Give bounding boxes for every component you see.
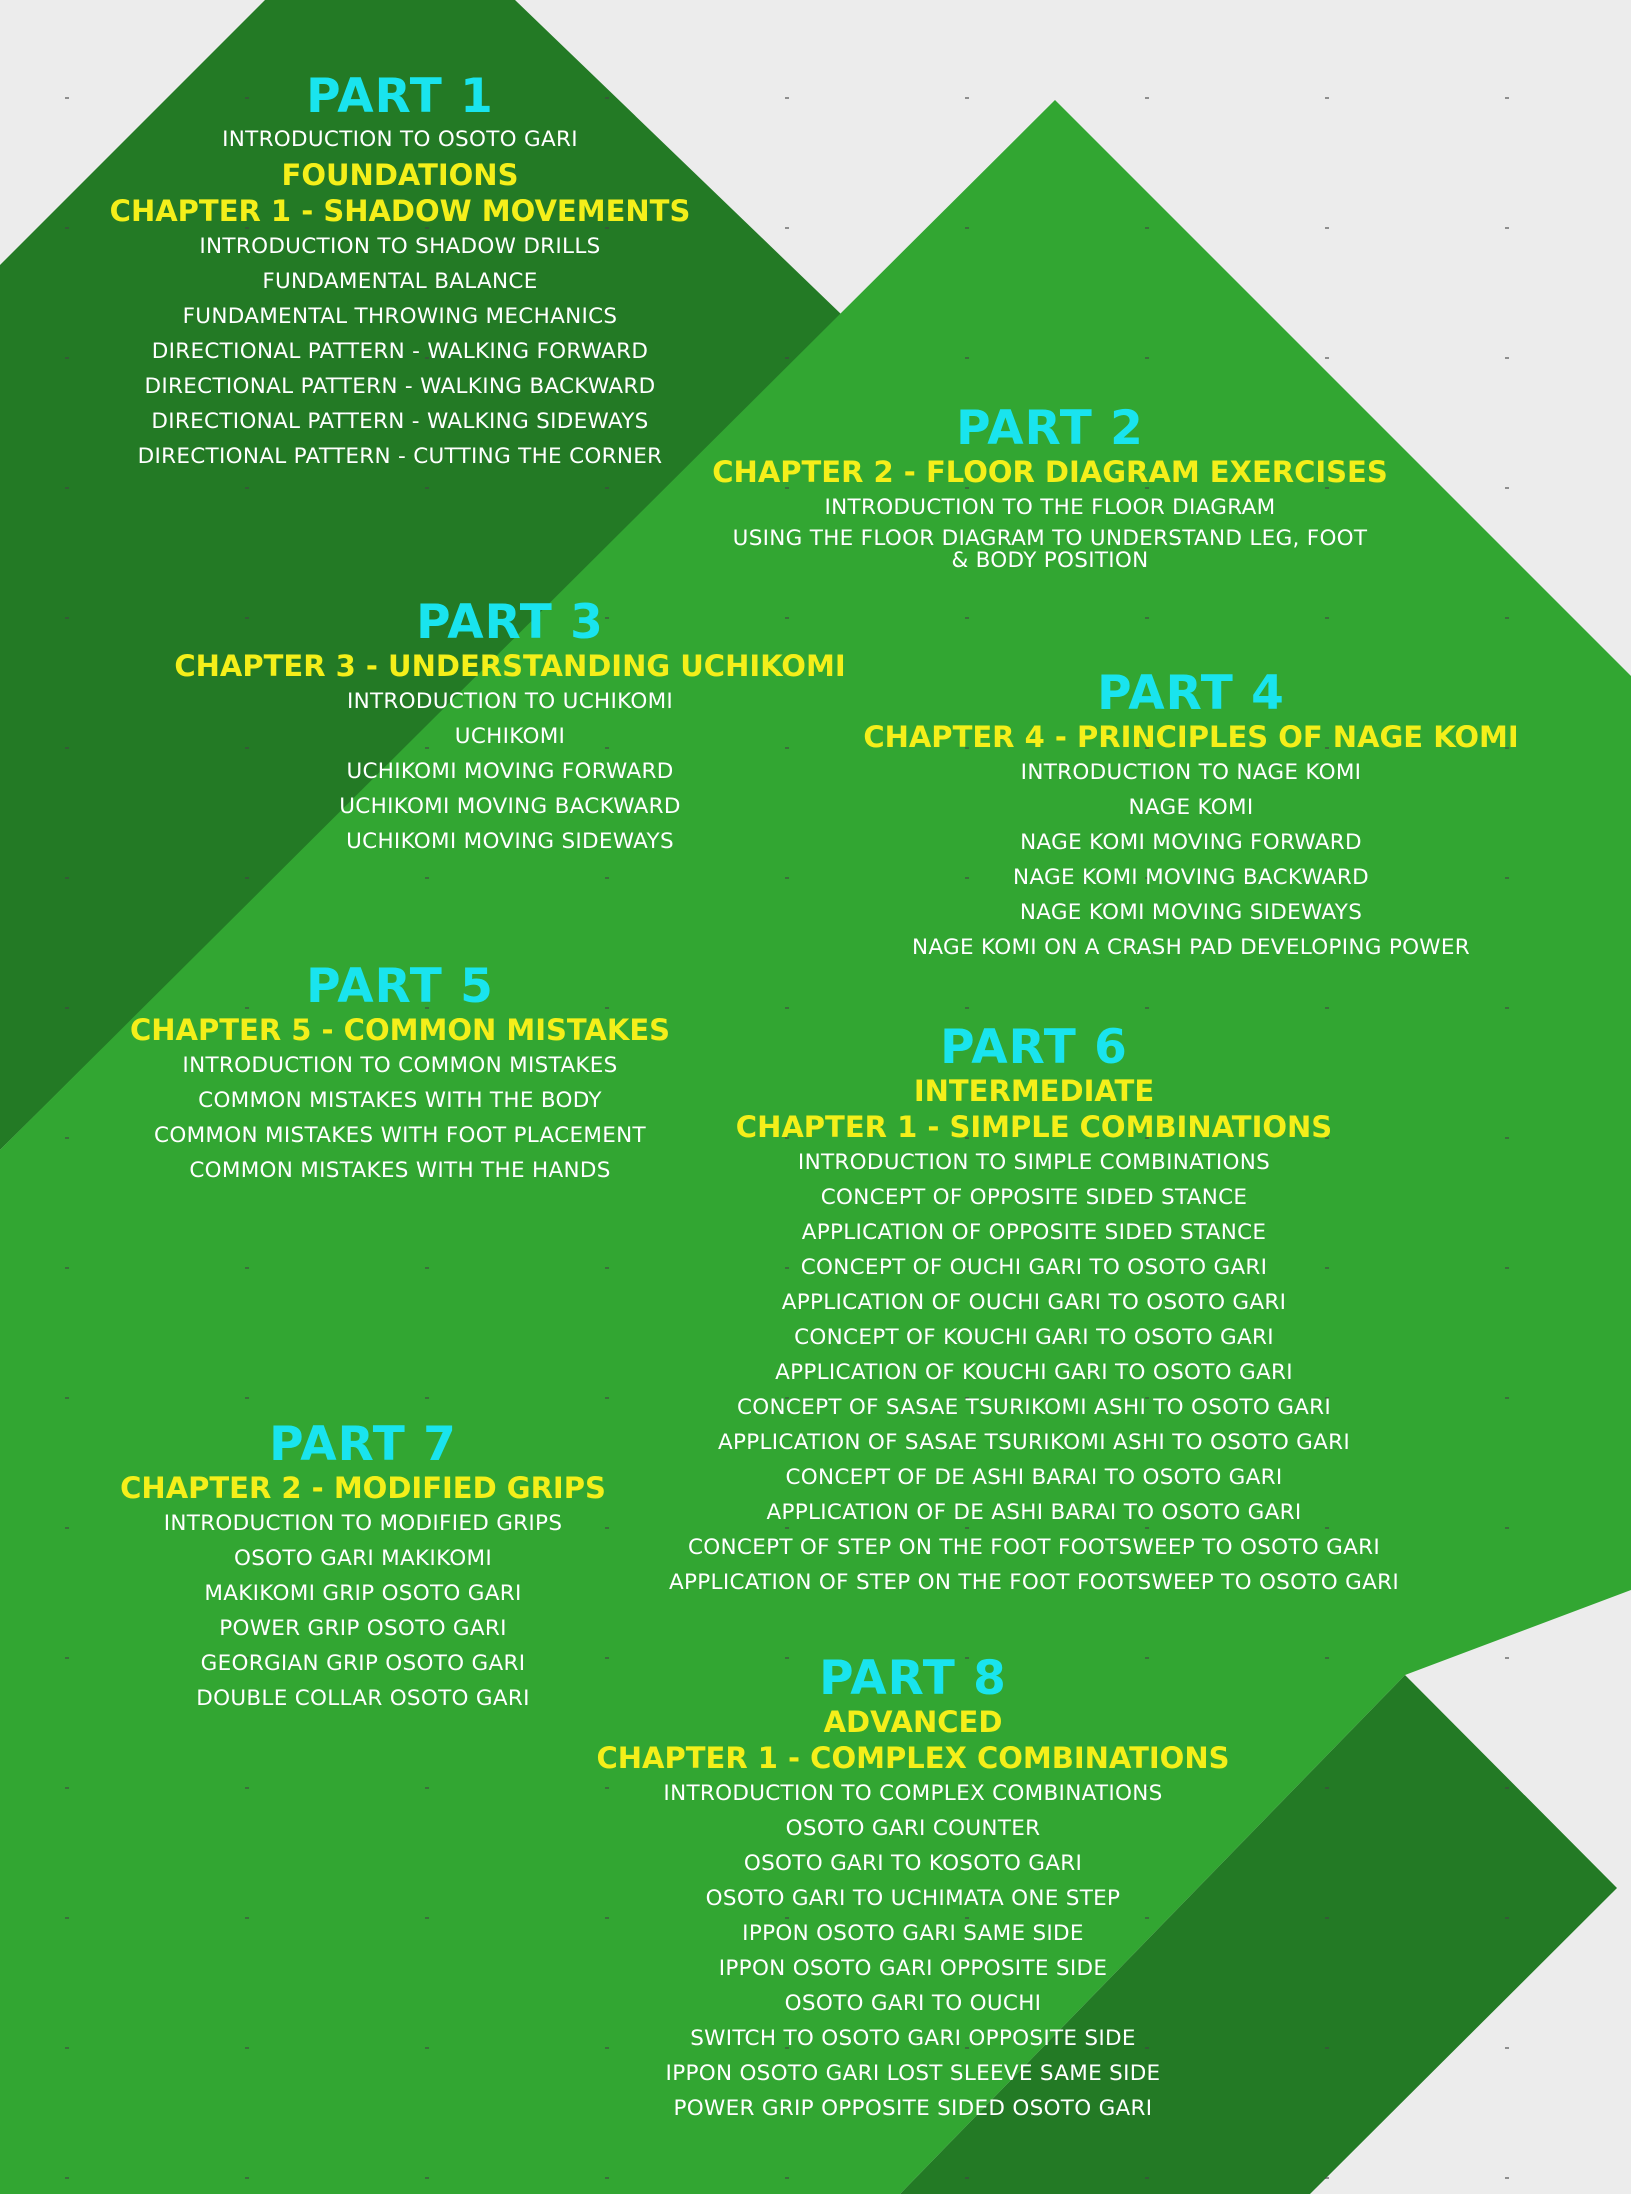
decorative-dot xyxy=(1505,1527,1509,1529)
decorative-dot xyxy=(65,1917,69,1919)
section-heading: INTERMEDIATE xyxy=(913,1074,1155,1108)
list-item: APPLICATION OF OUCHI GARI TO OSOTO GARI xyxy=(781,1290,1287,1315)
list-item: POWER GRIP OPPOSITE SIDED OSOTO GARI xyxy=(673,2096,1153,2121)
list-item: INTRODUCTION TO NAGE KOMI xyxy=(1020,760,1362,785)
decorative-dot xyxy=(1325,97,1329,99)
decorative-dot xyxy=(1505,1137,1509,1139)
chapter-heading: CHAPTER 4 - PRINCIPLES OF NAGE KOMI xyxy=(863,720,1519,754)
section-heading: ADVANCED xyxy=(823,1705,1003,1739)
list-item: CONCEPT OF DE ASHI BARAI TO OSOTO GARI xyxy=(785,1465,1283,1490)
chapter-heading: CHAPTER 2 - MODIFIED GRIPS xyxy=(120,1471,606,1505)
list-item: INTRODUCTION TO MODIFIED GRIPS xyxy=(163,1511,563,1536)
decorative-dot xyxy=(605,1267,609,1269)
part-6-section xyxy=(634,1020,1434,1600)
decorative-dot xyxy=(425,877,429,879)
list-item: CONCEPT OF STEP ON THE FOOT FOOTSWEEP TO OSOTO GARI xyxy=(687,1535,1380,1560)
list-item: APPLICATION OF STEP ON THE FOOT FOOTSWEEP TO OSOTO GARI xyxy=(669,1570,1399,1595)
part-8-section xyxy=(513,1651,1313,2126)
decorative-dot xyxy=(1505,1007,1509,1009)
decorative-dot xyxy=(965,97,969,99)
decorative-dot xyxy=(425,1917,429,1919)
decorative-dot xyxy=(65,227,69,229)
decorative-dot xyxy=(65,877,69,879)
list-item: IPPON OSOTO GARI LOST SLEEVE SAME SIDE xyxy=(665,2061,1161,2086)
decorative-dot xyxy=(605,2177,609,2179)
decorative-dot xyxy=(1505,487,1509,489)
decorative-dot xyxy=(245,2177,249,2179)
decorative-dot xyxy=(1325,357,1329,359)
part-2-section xyxy=(700,401,1400,580)
list-item: SWITCH TO OSOTO GARI OPPOSITE SIDE xyxy=(690,2026,1136,2051)
list-item: OSOTO GARI TO OUCHI xyxy=(784,1991,1042,2016)
list-item: CONCEPT OF SASAE TSURIKOMI ASHI TO OSOTO GARI xyxy=(736,1395,1332,1420)
decorative-dot xyxy=(425,1267,429,1269)
decorative-dot xyxy=(1145,97,1149,99)
list-item: NAGE KOMI xyxy=(1128,795,1254,820)
decorative-dot xyxy=(785,97,789,99)
list-item: IPPON OSOTO GARI OPPOSITE SIDE xyxy=(718,1956,1108,1981)
part-1-section xyxy=(100,69,700,474)
decorative-dot xyxy=(1505,2047,1509,2049)
decorative-dot xyxy=(65,747,69,749)
decorative-dot xyxy=(1325,1787,1329,1789)
decorative-dot xyxy=(245,1787,249,1789)
list-item: APPLICATION OF SASAE TSURIKOMI ASHI TO OSOTO GARI xyxy=(717,1430,1351,1455)
decorative-dot xyxy=(1505,617,1509,619)
list-item: DIRECTIONAL PATTERN - CUTTING THE CORNER xyxy=(137,444,663,469)
decorative-dot xyxy=(245,1267,249,1269)
list-item: USING THE FLOOR DIAGRAM TO UNDERSTAND LEG, FOOT & BODY POSITION xyxy=(732,526,1368,573)
decorative-dot xyxy=(1325,2177,1329,2179)
decorative-dot xyxy=(605,1397,609,1399)
list-item: GEORGIAN GRIP OSOTO GARI xyxy=(200,1651,526,1676)
part-title: PART 2 xyxy=(956,401,1144,456)
list-item: INTRODUCTION TO OSOTO GARI xyxy=(222,127,578,152)
decorative-dot xyxy=(1325,2047,1329,2049)
chapter-heading: CHAPTER 1 - COMPLEX COMBINATIONS xyxy=(596,1741,1230,1775)
decorative-dot xyxy=(1325,227,1329,229)
decorative-dot xyxy=(65,1137,69,1139)
decorative-dot xyxy=(245,2047,249,2049)
list-item: OSOTO GARI COUNTER xyxy=(785,1816,1041,1841)
decorative-dot xyxy=(1505,1787,1509,1789)
decorative-dot xyxy=(785,227,789,229)
part-title: PART 4 xyxy=(1097,666,1285,721)
decorative-dot xyxy=(65,2047,69,2049)
list-item: INTRODUCTION TO SIMPLE COMBINATIONS xyxy=(797,1150,1271,1175)
chapter-heading: CHAPTER 2 - FLOOR DIAGRAM EXERCISES xyxy=(712,455,1388,489)
decorative-dot xyxy=(1325,1007,1329,1009)
part-title: PART 5 xyxy=(306,959,494,1014)
list-item: OSOTO GARI TO KOSOTO GARI xyxy=(743,1851,1083,1876)
decorative-dot xyxy=(785,1007,789,1009)
decorative-dot xyxy=(1505,357,1509,359)
decorative-dot xyxy=(65,1007,69,1009)
list-item: INTRODUCTION TO SHADOW DRILLS xyxy=(199,234,601,259)
list-item: NAGE KOMI MOVING BACKWARD xyxy=(1013,865,1369,890)
chapter-heading: CHAPTER 5 - COMMON MISTAKES xyxy=(129,1013,671,1047)
decorative-dot xyxy=(1505,227,1509,229)
decorative-dot xyxy=(965,1007,969,1009)
list-item: INTRODUCTION TO COMMON MISTAKES xyxy=(182,1053,618,1078)
decorative-dot xyxy=(1505,1397,1509,1399)
chapter-heading: CHAPTER 1 - SIMPLE COMBINATIONS xyxy=(735,1110,1333,1144)
list-item: COMMON MISTAKES WITH THE BODY xyxy=(198,1088,602,1113)
decorative-dot xyxy=(65,2177,69,2179)
list-item: MAKIKOMI GRIP OSOTO GARI xyxy=(204,1581,522,1606)
list-item: CONCEPT OF OUCHI GARI TO OSOTO GARI xyxy=(800,1255,1268,1280)
chapter-heading: CHAPTER 3 - UNDERSTANDING UCHIKOMI xyxy=(174,649,846,683)
decorative-dot xyxy=(65,1787,69,1789)
list-item: IPPON OSOTO GARI SAME SIDE xyxy=(742,1921,1084,1946)
list-item: DIRECTIONAL PATTERN - WALKING FORWARD xyxy=(151,339,649,364)
decorative-dot xyxy=(65,97,69,99)
decorative-dot xyxy=(605,487,609,489)
list-item: COMMON MISTAKES WITH FOOT PLACEMENT xyxy=(154,1123,646,1148)
decorative-dot xyxy=(965,2177,969,2179)
list-item: UCHIKOMI MOVING BACKWARD xyxy=(339,794,681,819)
list-item: POWER GRIP OSOTO GARI xyxy=(219,1616,507,1641)
decorative-dot xyxy=(245,1397,249,1399)
decorative-dot xyxy=(245,1917,249,1919)
decorative-dot xyxy=(1145,357,1149,359)
decorative-dot xyxy=(1325,617,1329,619)
decorative-dot xyxy=(1505,1657,1509,1659)
part-5-section xyxy=(100,959,700,1188)
list-item: COMMON MISTAKES WITH THE HANDS xyxy=(189,1158,611,1183)
decorative-dot xyxy=(965,357,969,359)
decorative-dot xyxy=(65,1397,69,1399)
decorative-dot xyxy=(785,2177,789,2179)
part-4-section xyxy=(841,666,1541,965)
list-item: FUNDAMENTAL THROWING MECHANICS xyxy=(182,304,618,329)
decorative-dot xyxy=(785,357,789,359)
decorative-dot xyxy=(1145,1007,1149,1009)
decorative-dot xyxy=(1145,617,1149,619)
decorative-dot xyxy=(1325,1917,1329,1919)
part-title: PART 7 xyxy=(269,1417,457,1472)
part-3-section xyxy=(160,595,860,859)
list-item: UCHIKOMI MOVING SIDEWAYS xyxy=(346,829,674,854)
decorative-dot xyxy=(1505,2177,1509,2179)
decorative-dot xyxy=(425,1787,429,1789)
list-item: NAGE KOMI MOVING SIDEWAYS xyxy=(1019,900,1363,925)
part-title: PART 1 xyxy=(306,69,494,124)
decorative-dot xyxy=(1505,1917,1509,1919)
decorative-dot xyxy=(245,877,249,879)
decorative-dot xyxy=(425,2047,429,2049)
list-item: DIRECTIONAL PATTERN - WALKING SIDEWAYS xyxy=(151,409,649,434)
list-item: OSOTO GARI MAKIKOMI xyxy=(234,1546,492,1571)
decorative-dot xyxy=(605,877,609,879)
list-item: UCHIKOMI MOVING FORWARD xyxy=(346,759,674,784)
list-item: DIRECTIONAL PATTERN - WALKING BACKWARD xyxy=(144,374,656,399)
decorative-dot xyxy=(65,617,69,619)
list-item: APPLICATION OF KOUCHI GARI TO OSOTO GARI xyxy=(775,1360,1293,1385)
list-item: FUNDAMENTAL BALANCE xyxy=(262,269,538,294)
list-item: UCHIKOMI xyxy=(454,724,566,749)
decorative-dot xyxy=(65,1267,69,1269)
list-item: INTRODUCTION TO UCHIKOMI xyxy=(346,689,674,714)
decorative-dot xyxy=(245,487,249,489)
decorative-dot xyxy=(965,617,969,619)
decorative-dot xyxy=(65,487,69,489)
list-item: OSOTO GARI TO UCHIMATA ONE STEP xyxy=(705,1886,1121,1911)
decorative-dot xyxy=(1325,1657,1329,1659)
decorative-dot xyxy=(425,1397,429,1399)
list-item: APPLICATION OF DE ASHI BARAI TO OSOTO GARI xyxy=(766,1500,1302,1525)
list-item: NAGE KOMI MOVING FORWARD xyxy=(1020,830,1362,855)
part-title: PART 8 xyxy=(819,1651,1007,1706)
decorative-dot xyxy=(965,227,969,229)
decorative-dot xyxy=(425,2177,429,2179)
list-item: CONCEPT OF KOUCHI GARI TO OSOTO GARI xyxy=(794,1325,1274,1350)
decorative-dot xyxy=(1505,97,1509,99)
list-item: INTRODUCTION TO THE FLOOR DIAGRAM xyxy=(824,495,1276,520)
decorative-dot xyxy=(785,877,789,879)
decorative-dot xyxy=(1145,227,1149,229)
list-item: APPLICATION OF OPPOSITE SIDED STANCE xyxy=(801,1220,1267,1245)
decorative-dot xyxy=(1145,2177,1149,2179)
part-title: PART 6 xyxy=(940,1020,1128,1075)
decorative-dot xyxy=(65,357,69,359)
list-item: NAGE KOMI ON A CRASH PAD DEVELOPING POWER xyxy=(912,935,1470,960)
part-title: PART 3 xyxy=(416,595,604,650)
list-item: DOUBLE COLLAR OSOTO GARI xyxy=(196,1686,530,1711)
section-heading: FOUNDATIONS xyxy=(281,158,519,192)
list-item: CONCEPT OF OPPOSITE SIDED STANCE xyxy=(820,1185,1248,1210)
decorative-dot xyxy=(425,487,429,489)
list-item: INTRODUCTION TO COMPLEX COMBINATIONS xyxy=(663,1781,1163,1806)
decorative-dot xyxy=(1505,1267,1509,1269)
chapter-heading: CHAPTER 1 - SHADOW MOVEMENTS xyxy=(109,194,691,228)
